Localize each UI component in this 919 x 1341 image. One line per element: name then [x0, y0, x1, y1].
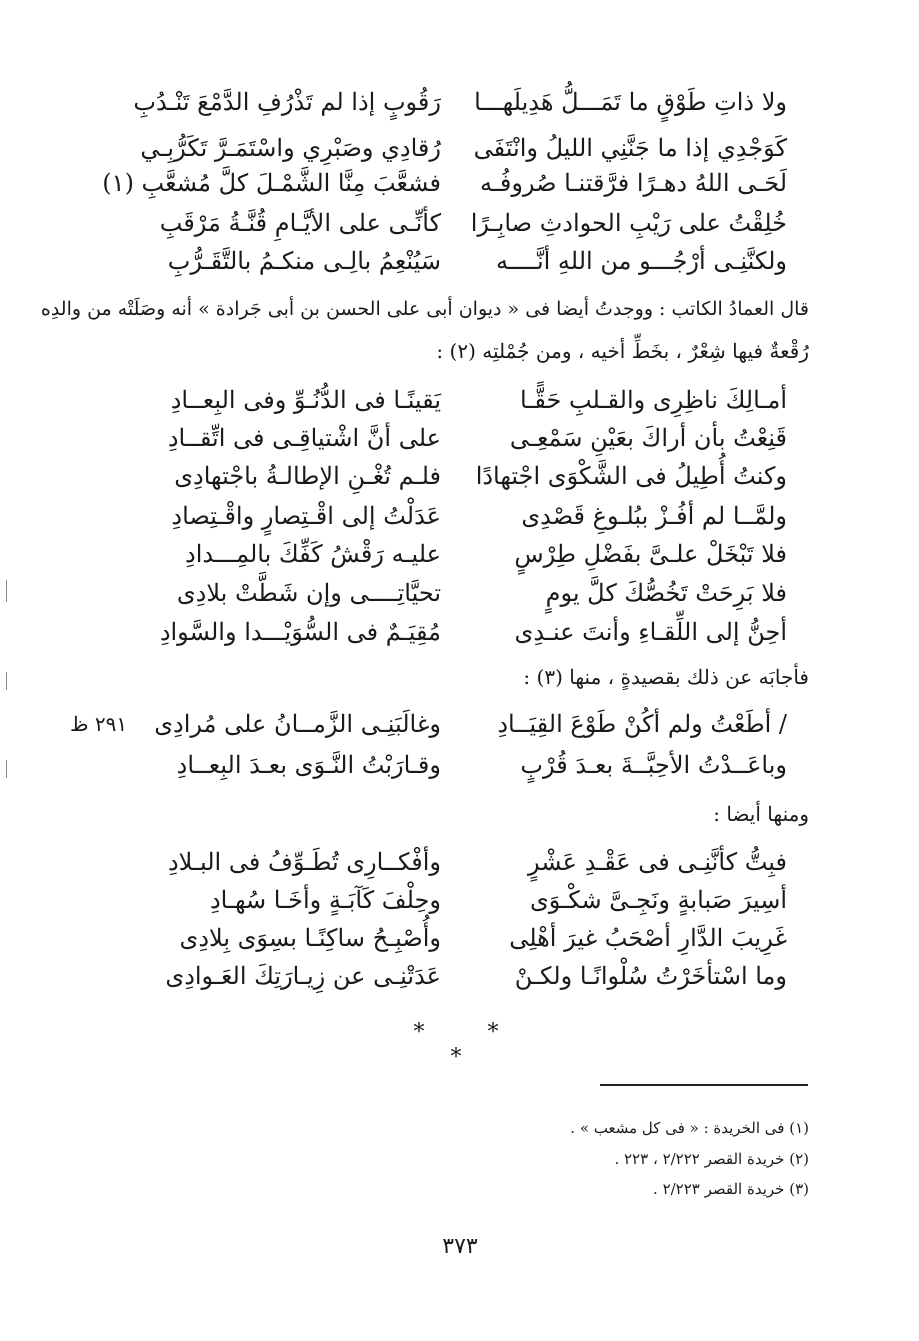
verse-second-hemistich: تحيَّاتِــــى وإن شَطَّتْ بلادِى — [176, 579, 441, 607]
prose-paragraph: فأجابَه عن ذلك بقصيدةٍ ، منها (٣) : — [523, 665, 809, 689]
verse-first-hemistich: / أطَعْتُ ولم أكُنْ طَوْعَ القِيَــادِ — [497, 710, 787, 738]
verse-second-hemistich: سَيُنْعِمُ بالِـى منكـمُ بالتَّقَـرُّبِ — [167, 247, 441, 275]
footnote: (٣) خريدة القصر ٢/٢٢٣ . — [653, 1180, 809, 1198]
verse-first-hemistich: وباعَــدْتُ الأحِبَّــةَ بعـدَ قُرْبٍ — [520, 751, 787, 779]
verse-first-hemistich: غَرِيبَ الدَّارِ أصْحَبُ غيرَ أهْلِى — [509, 924, 787, 952]
section-separator: * * * — [413, 1020, 527, 1070]
verse-second-hemistich: على أنَّ اشْتياقِـى فى اتِّقــادِ — [167, 424, 441, 452]
verse-second-hemistich: فشعَّبَ مِنَّا الشَّمْـلَ كلَّ مُشعَّبِ (١) — [102, 169, 441, 197]
verse-first-hemistich: قَنِعْتُ بأن أراكَ بعَيْنِ سَمْعِـى — [509, 424, 787, 452]
verse-second-hemistich: وأفْكــارِى تُطَـوِّفُ فى البـلادِ — [167, 848, 441, 876]
verse-second-hemistich: كأنِّـى على الأيَّـامِ قُنَّـةُ مَرْقَبِ — [159, 209, 441, 237]
verse-second-hemistich: عَدَتْنِـى عن زِيـارَتِكَ العَـوادِى — [165, 962, 441, 990]
scan-edge-mark — [6, 580, 7, 602]
verse-second-hemistich: فلـم تُغْـنِ الإطالـةُ باجْتهادِى — [174, 462, 441, 490]
verse-first-hemistich: فلا بَرِحَتْ تَخُصُّكَ كلَّ يومٍ — [545, 579, 787, 607]
prose-paragraph: رُقْعةٌ فيها شِعْرٌ ، بخَطِّ أخيه ، ومن جُمْلتِه (٢) : — [436, 339, 809, 363]
verse-second-hemistich: عليـه رَقْشُ كَفِّكَ بالمِـــدادِ — [185, 540, 441, 568]
verse-second-hemistich: عَدَلْتُ إلى اقْـتِصارٍ واقْـتِصادِ — [171, 502, 441, 530]
verse-first-hemistich: كَوَجْدِي إذا ما جَنَّنِي الليلُ وانْتَفَى — [473, 134, 787, 162]
page-number: ٣٧٣ — [442, 1234, 478, 1259]
verse-second-hemistich: وأُصْبِـحُ ساكِنًـا بسِوَى بِلادِى — [179, 924, 441, 952]
scan-edge-mark — [6, 760, 7, 778]
prose-paragraph: قال العمادُ الكاتب : ووجدتُ أيضا فى « ديوان أبى على الحسن بن أبى جَرادة » أنه وصَلَتْه من والدِه — [40, 298, 809, 320]
scan-edge-mark — [6, 672, 7, 690]
verse-first-hemistich: أحِنُّ إلى اللِّقـاءِ وأنتَ عنـدِى — [514, 618, 787, 646]
footnote: (٢) خريدة القصر ٢/٢٢٢ ، ٢٢٣ . — [614, 1150, 809, 1168]
verse-first-hemistich: خُلِقْتُ على رَيْبِ الحوادثِ صابِـرًا — [470, 209, 787, 237]
verse-second-hemistich: رَقُوبٍ إذا لم تَذْرُفِ الدَّمْعَ تَنْـدُبِ — [133, 88, 441, 116]
verse-second-hemistich: يَقينًـا فى الدُّنُـوِّ وفى البِعــادِ — [170, 386, 441, 414]
verse-first-hemistich: ولمَّــا لم أفُـزْ ببُلـوغِ قَصْدِى — [521, 502, 787, 530]
verse-second-hemistich: رُقادِي وصَبْرِي واسْتَمَـرَّ تَكَرُّبِـي — [140, 134, 441, 162]
prose-paragraph: ومنها أيضا : — [713, 802, 809, 826]
verse-first-hemistich: ولا ذاتِ طَوْقٍ ما تَمَـــلُّ هَدِيلَهـــا — [474, 88, 787, 116]
verse-first-hemistich: فلا تَبْخَلْ علـىَّ بفَضْلِ طِرْسٍ — [514, 540, 787, 568]
footnote-divider — [600, 1084, 808, 1086]
footnote: (١) فى الخريدة : « فى كل مشعب » . — [570, 1119, 809, 1137]
verse-first-hemistich: أمـالِكَ ناظِرِى والقـلبِ حَقًّـا — [520, 386, 787, 414]
folio-reference: ٢٩١ ظ — [70, 712, 128, 736]
verse-first-hemistich: وما اسْتأخَرْتُ سُلْوانًـا ولكـنْ — [514, 962, 787, 990]
verse-first-hemistich: فبِتُّ كأنَّنِـى فى عَقْـدِ عَشْرٍ — [527, 848, 787, 876]
verse-second-hemistich: مُقِيَـمٌ فى السُّوَيْـــدا والسَّوادِ — [159, 618, 441, 646]
verse-first-hemistich: ولكنَّنِـى أرْجُـــو من اللهِ أنَّــــه — [495, 247, 787, 275]
verse-first-hemistich: لَحَـى اللهُ دهـرًا فرَّقتنـا صُروفُـه — [479, 169, 787, 197]
verse-first-hemistich: أسِيرَ صَبابةٍ ونَجِـىَّ شكْـوَى — [529, 886, 787, 914]
verse-second-hemistich: وحِلْفَ كَآبَـةٍ وأخَـا سُهـادِ — [209, 886, 441, 914]
verse-second-hemistich: وغالَبَنِـى الزَّمــانُ على مُرادِى — [154, 710, 441, 738]
verse-second-hemistich: وقـارَبْتُ النَّـوَى بعـدَ البِعــادِ — [176, 751, 441, 779]
verse-first-hemistich: وكنتُ أُطِيلُ فى الشَّكْوَى اجْتهادًا — [475, 462, 787, 490]
